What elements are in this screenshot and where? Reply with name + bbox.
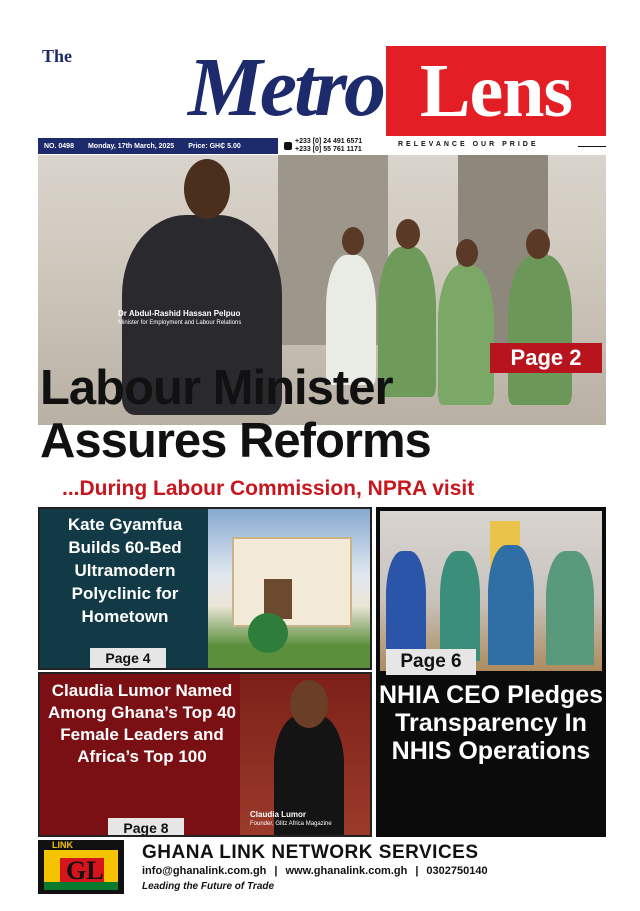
- logo-gl-letters: GL: [66, 856, 104, 885]
- story-title: NHIA CEO Pledges Transparency In NHIS Operations: [378, 681, 604, 765]
- staff-head: [396, 219, 420, 249]
- portrait-head: [290, 680, 328, 728]
- story-title: Kate Gyamfua Builds 60-Bed Ultramodern Polyclinic for Hometown: [67, 515, 183, 626]
- motto: RELEVANCE OUR PRIDE: [398, 141, 539, 148]
- story-title: Claudia Lumor Named Among Ghana’s Top 40 Female Leaders and Africa’s Top 100: [48, 681, 236, 766]
- issue-date: Monday, 17th March, 2025: [87, 142, 175, 150]
- polyclinic-photo: [208, 509, 372, 670]
- masthead: [38, 38, 606, 138]
- issue-info: [38, 138, 278, 154]
- ghana-link-logo: [38, 840, 124, 894]
- lead-subhead: ...During Labour Commission, NPRA visit: [62, 477, 475, 500]
- phone-1: +233 [0] 24 491 6571: [295, 138, 363, 145]
- portrait-caption-name: Claudia Lumor: [250, 810, 307, 819]
- building-shape: [232, 537, 352, 627]
- advertiser-contact: [142, 865, 488, 877]
- group-figure: [546, 551, 594, 665]
- issue-price: Price: GH₵ 5.00: [188, 142, 241, 150]
- issue-number: NO. 0498: [44, 142, 74, 150]
- lens-logo: [386, 46, 606, 136]
- logo-lens-text: Lens: [419, 49, 573, 133]
- advertiser-tagline: Leading the Future of Trade: [142, 881, 275, 892]
- phone-2: +233 [0] 55 761 1171: [295, 146, 362, 153]
- contact-separator: |: [415, 865, 419, 877]
- staff-head: [526, 229, 550, 259]
- logo-link-text: LINK: [52, 840, 73, 850]
- lead-page-badge[interactable]: Page 2: [490, 343, 602, 373]
- minister-head: [184, 159, 230, 219]
- story-nhia-ceo[interactable]: [376, 507, 606, 837]
- story-page-badge[interactable]: Page 6: [386, 649, 476, 675]
- lead-headline-line-2[interactable]: Assures Reforms: [40, 414, 431, 468]
- story-kate-gyamfua[interactable]: [38, 507, 372, 670]
- portrait-caption-role: Founder, Glitz Africa Magazine: [250, 821, 332, 827]
- phone-icon: [284, 142, 292, 150]
- staff-head: [342, 227, 364, 255]
- metro-logo: [38, 40, 383, 136]
- phone-numbers: [284, 138, 362, 154]
- advertiser-phone: 0302750140: [426, 865, 488, 877]
- logo-the-text: The: [42, 46, 73, 66]
- nhia-group-photo: [380, 511, 602, 671]
- advertiser-email[interactable]: info@ghanalink.com.gh: [142, 865, 267, 877]
- lead-caption-role: Minister for Employment and Labour Relations: [118, 320, 242, 326]
- contact-separator: |: [274, 865, 278, 877]
- person-figure: [248, 613, 288, 653]
- story-page-badge[interactable]: Page 4: [90, 648, 166, 668]
- info-bar: [38, 138, 606, 154]
- ghana-link-advert[interactable]: [38, 840, 606, 894]
- group-figure: [386, 551, 426, 661]
- group-figure: [488, 545, 534, 665]
- story-page-badge[interactable]: Page 8: [108, 818, 184, 837]
- group-figure: [440, 551, 480, 661]
- logo-metro-text: Metro: [188, 41, 383, 134]
- staff-head: [456, 239, 478, 267]
- advertiser-name: GHANA LINK NETWORK SERVICES: [142, 842, 479, 863]
- lead-headline-line-1[interactable]: Labour Minister: [40, 361, 393, 415]
- lead-caption-name: Dr Abdul-Rashid Hassan Pelpuo: [118, 309, 241, 318]
- motto-divider: [578, 146, 606, 147]
- story-claudia-lumor[interactable]: [38, 672, 372, 837]
- advertiser-website[interactable]: www.ghanalink.com.gh: [285, 865, 408, 877]
